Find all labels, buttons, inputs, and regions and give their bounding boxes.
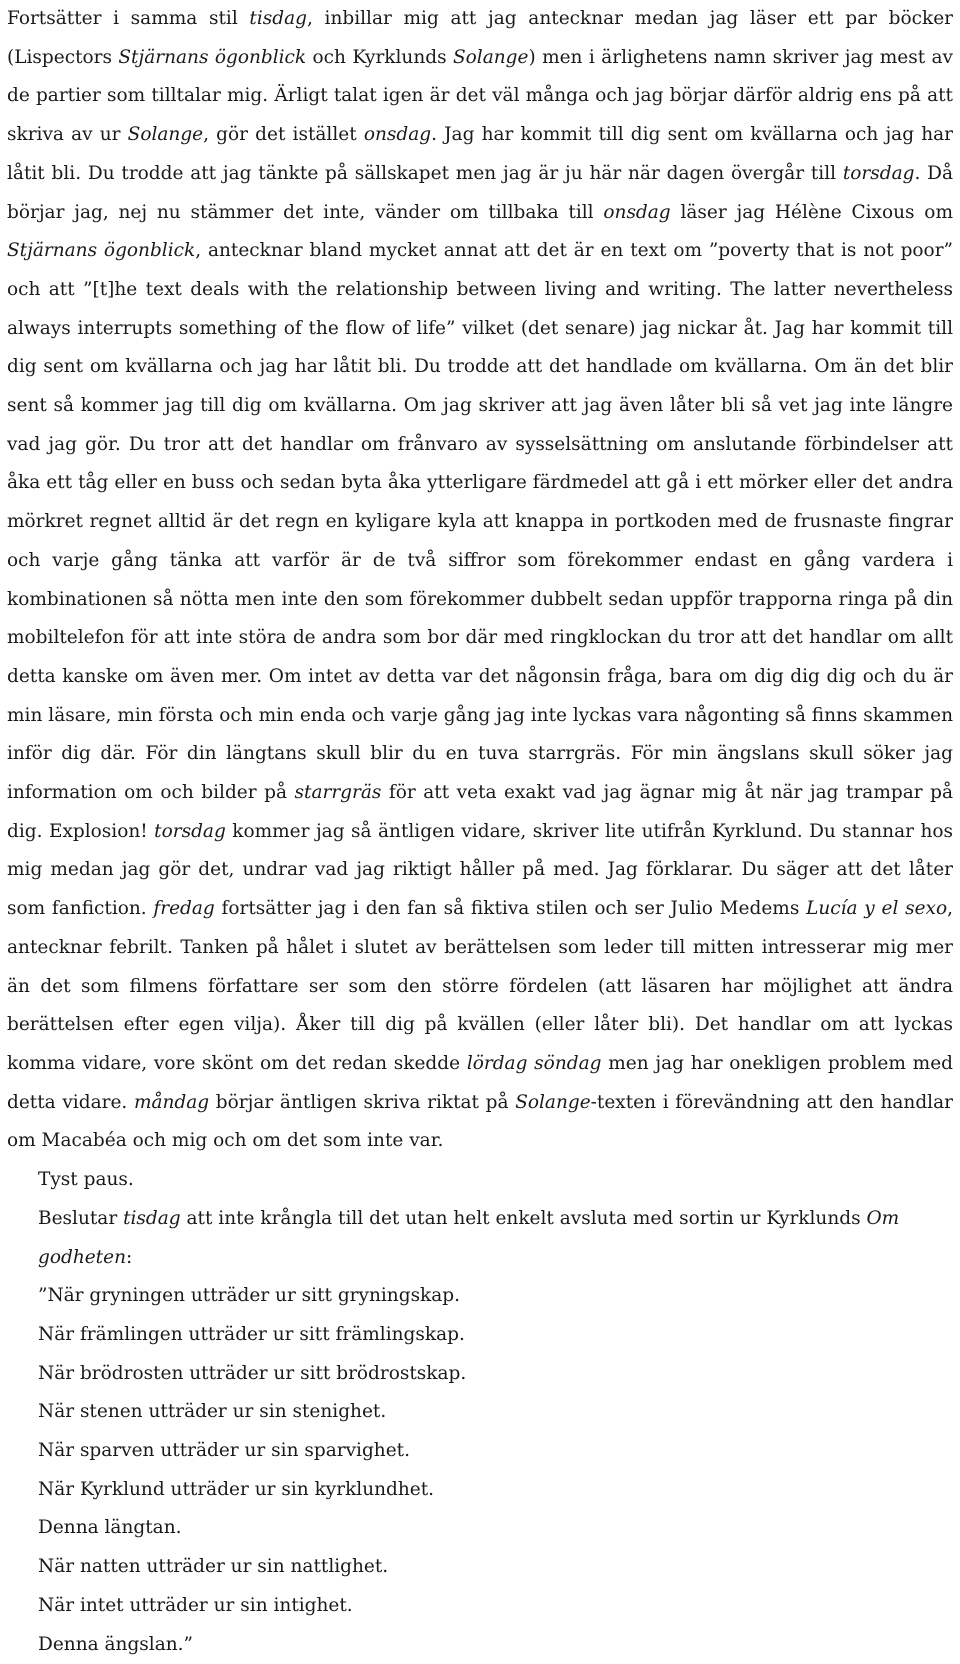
text-run: kommer jag så äntligen vidare, skriver lite utifrån Kyrklund. Du stannar hos mig medan jag gör det, undrar vad jag riktigt håller på med. Jag förklarar. Du säger att det låter som fanfiction. (7, 820, 953, 920)
poem-line: När sparven utträder ur sin sparvighet. (38, 1440, 410, 1462)
poem-line: Denna längtan. (38, 1517, 182, 1539)
italic-title-text: Solange (452, 46, 529, 68)
italic-title-text: onsdag (603, 201, 671, 223)
text-run: , gör det istället (203, 124, 364, 146)
poem-line: När intet utträder ur sin intighet. (38, 1594, 353, 1616)
quoted-poem (7, 1277, 953, 1664)
poem-line: Denna ängslan.” (38, 1633, 194, 1655)
text-run: och Kyrklunds (306, 46, 453, 68)
text-run: börjar äntligen skriva riktat på (209, 1091, 516, 1113)
text-run: : (125, 1246, 133, 1268)
italic-title-text: Om godheten (38, 1207, 900, 1268)
text-run: för att veta exakt vad jag ägnar mig åt när jag trampar på dig. Explosion! (7, 782, 953, 842)
italic-title-text: Stjärnans ögonblick (7, 240, 196, 262)
text-run: -texten i förevändning att den handlar om Macabéa och mig och om det som inte var. (7, 1091, 953, 1152)
poem-line: När natten utträder ur sin nattlighet. (38, 1556, 389, 1578)
poem-line: När Kyrklund utträder ur sin kyrklundhet. (38, 1478, 435, 1500)
italic-title-text: Solange (515, 1091, 591, 1113)
text-run: . Då börjar jag, nej nu stämmer det inte, vänder om tillbaka till (7, 162, 953, 223)
italic-title-text: torsdag (842, 162, 915, 184)
italic-title-text: onsdag (363, 124, 432, 146)
text-run: Beslutar (38, 1207, 124, 1229)
text-run: ) men i ärlighetens namn skriver jag mest av de partier som tilltalar mig. Ärligt talat igen är det väl många och jag börjar därför aldrig ens på att skriva av ur (7, 46, 954, 146)
text-run: . Jag har kommit till dig sent om kvällarna och jag har låtit bli. Du trodde att jag tänkte på sällskapet men jag är ju här när dagen övergår till (7, 124, 953, 184)
text-run: , inbillar mig att jag antecknar medan jag läser ett par böcker (Lispectors (7, 8, 953, 68)
italic-title-text: lördag söndag (466, 1052, 602, 1074)
text-run: , antecknar bland mycket annat att det är en text om ”poverty that is not poor” och att ”[t]he text deals with the relationship between living and writing. The latter nevertheless always interrupts something of the flow of life” vilket (det senare) jag nickar åt. Jag har kommit till dig sent om kvällarna och jag har låtit bli. Du trodde att det handlade om kvällarna. Om än det blir sent så kommer jag till dig om kvällarna. Om jag skriver att jag även låter bli så vet jag inte längre vad jag gör. Du tror att det handlar om frånvaro av sysselsättning om anslutande förbindelser att åka ett tåg eller en buss och sedan byta åka ytterligare färdmedel att gå i ett mörker eller det andra mörkret regnet alltid är det regn en kyligare kyla att knappa in portkoden med de frusnaste fingrar och varje gång tänka att varför är de två siffror som förekommer endast en gång vardera i kombinationen så nötta men inte den som förekommer dubbelt sedan uppför trapporna ringa på din mobiltelefon för att inte störa de andra som bor där med ringklockan du tror att det handlar om allt detta kanske om även mer. Om intet av detta var det någonsin fråga, bara om dig dig dig och du är min läsare, min första och min enda och varje gång jag inte lyckas vara någonting så finns skammen inför dig där. För din längtans skull blir du en tuva starrgräs. För min ängslans skull söker jag information om och bilder på (7, 240, 953, 804)
italic-title-text: tisdag (123, 1207, 181, 1229)
poem-line: När främlingen utträder ur sitt främlingskap. (38, 1323, 465, 1345)
italic-title-text: torsdag (154, 820, 226, 842)
text-run: men jag har onekligen problem med detta vidare. (7, 1052, 953, 1113)
poem-line: När stenen utträder ur sin stenighet. (38, 1401, 387, 1423)
text-run: fortsätter jag i den fan så fiktiva stilen och ser Julio Medems (214, 898, 807, 920)
text-run: , antecknar febrilt. Tanken på hålet i slutet av berättelsen som leder till mitten intresserar mig mer än det som filmens författare ser som den större fördelen (att läsaren har möjlighet att ändra berättelsen efter egen vilja). Åker till dig på kvällen (eller låter bli). Det handlar om att lyckas komma vidare, vore skönt om det redan skedde (7, 898, 953, 1074)
poem-line: När brödrosten utträder ur sitt brödrostskap. (38, 1362, 467, 1384)
text-run: läser jag Hélène Cixous om (670, 201, 953, 223)
italic-title-text: måndag (133, 1091, 210, 1113)
text-run: Fortsätter i samma stil (7, 8, 250, 29)
italic-title-text: starrgräs (294, 782, 382, 804)
closing-section (7, 1161, 953, 1664)
pause-line: Tyst paus. (38, 1169, 134, 1191)
poem-line: ”När gryningen utträder ur sitt gryningskap. (38, 1285, 461, 1307)
text-run: att inte krångla till det utan helt enkelt avsluta med sortin ur Kyrklunds (180, 1207, 867, 1229)
decision-line (7, 1200, 953, 1277)
body-paragraph (7, 0, 953, 1161)
italic-title-text: Stjärnans ögonblick (118, 46, 307, 68)
italic-title-text: Lucía y el sexo (806, 898, 948, 920)
italic-title-text: Solange (127, 124, 204, 146)
italic-title-text: tisdag (249, 8, 307, 29)
italic-title-text: fredag (153, 898, 215, 920)
